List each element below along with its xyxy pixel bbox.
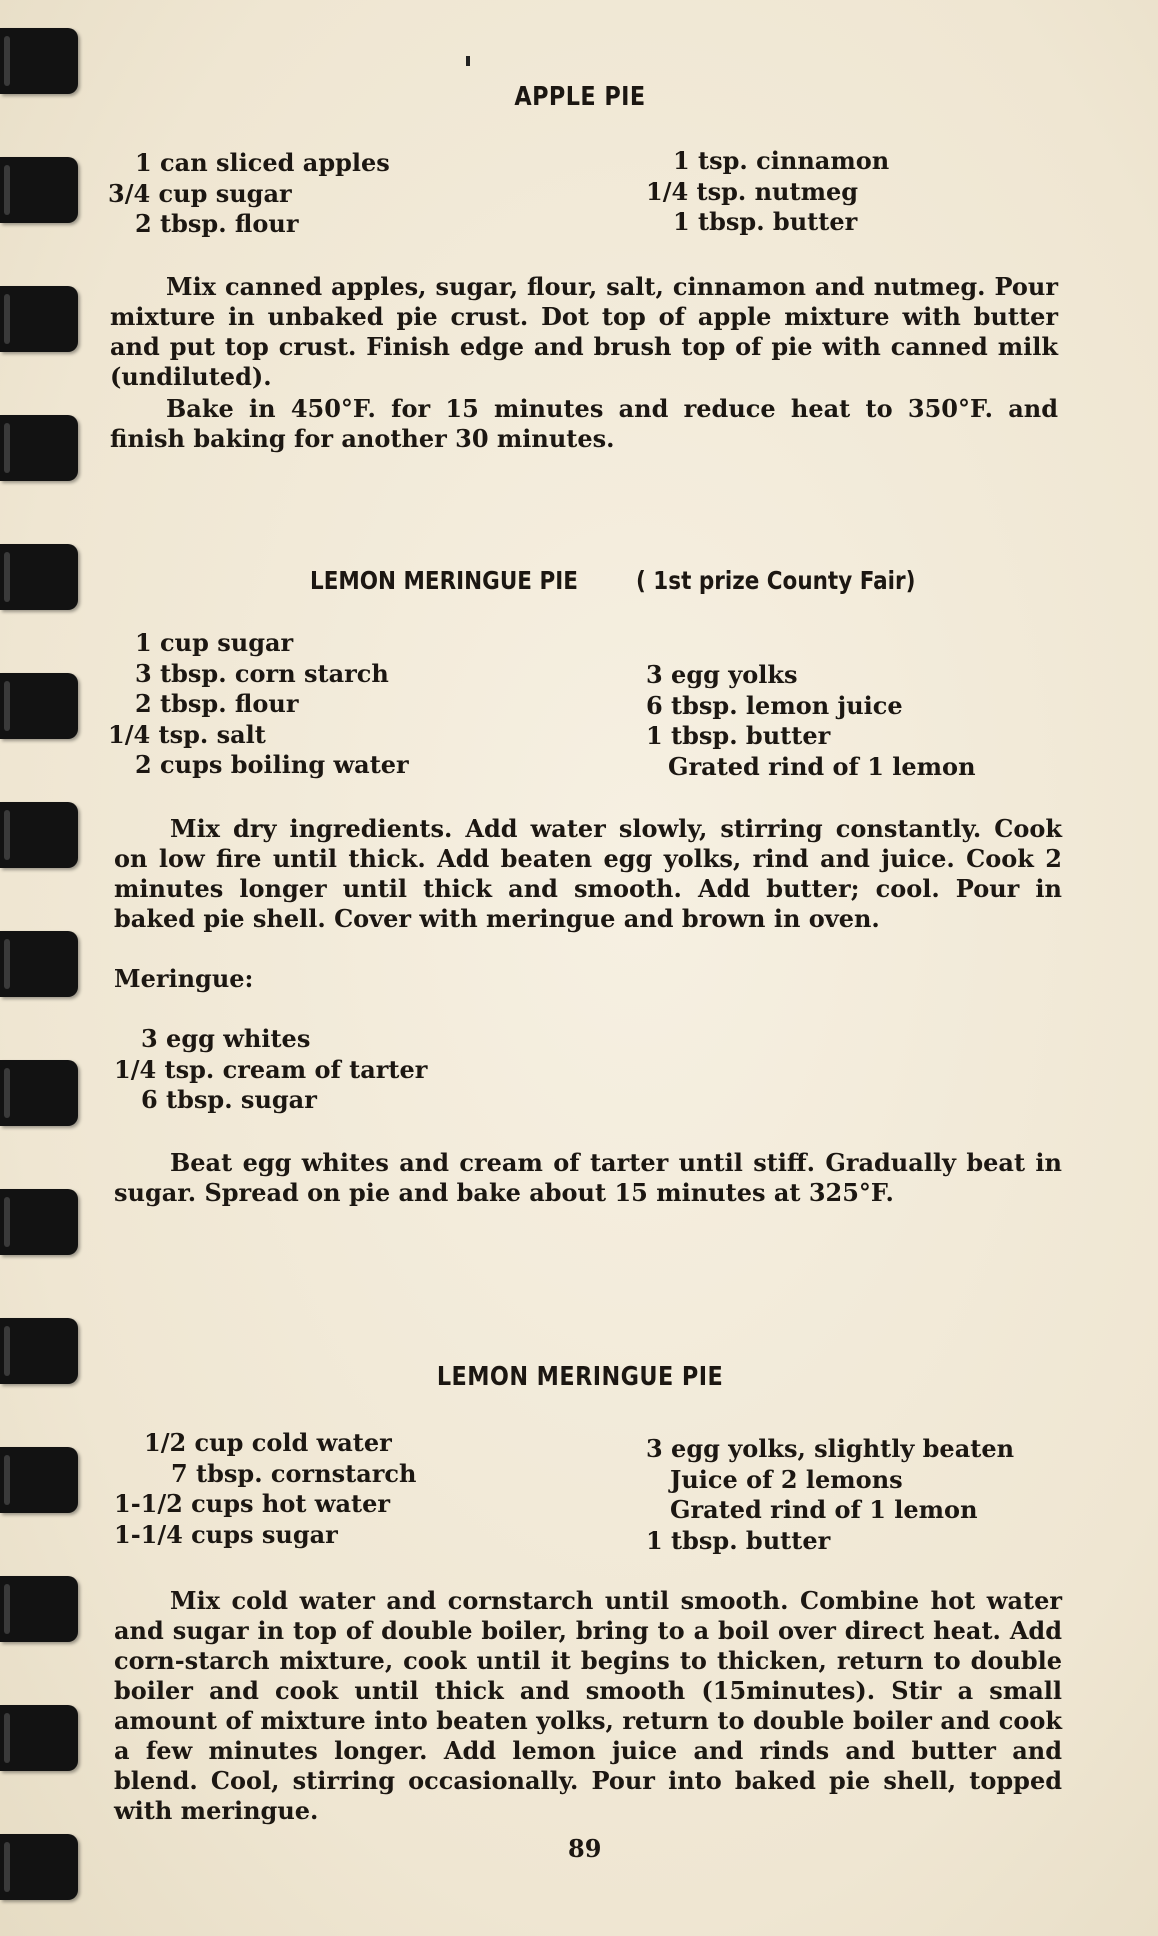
- ingredient-line: 2 tbsp. flour: [135, 209, 299, 238]
- instructions: [114, 1586, 1062, 1826]
- ingredient-line: 3 tbsp. corn starch: [135, 658, 389, 688]
- ingredient-line: 6 tbsp. sugar: [141, 1085, 317, 1114]
- instruction-paragraph: Mix cold water and cornstarch until smooth. Combine hot water and sugar in top of double boiler, bring to a boil over direct heat. Add corn-starch mixture, cook until it begins to thicken, return to double boiler and cook until thick and smooth (15minutes). Stir a small amount of mixture into beaten yolks, return to double boiler and cook a few minutes longer. Add lemon juice and rinds and butter and blend. Cool, stirring occasionally. Pour into baked pie shell, topped with meringue.: [114, 1586, 1062, 1825]
- ingredient-line: 1/4 tsp. nutmeg: [646, 176, 859, 206]
- meringue-label: Meringue:: [114, 964, 254, 993]
- instruction-paragraph: Mix canned apples, sugar, flour, salt, cinnamon and nutmeg. Pour mixture in unbaked pie crust. Dot top of apple mixture with butter and put top crust. Finish edge and brush top of pie with canned milk (undiluted).: [110, 272, 1058, 391]
- ingredients-right: [646, 1434, 1014, 1556]
- instruction-paragraph: Bake in 450°F. for 15 minutes and reduce heat to 350°F. and finish baking for another 30 minutes.: [110, 394, 1058, 453]
- meringue-ingredients: [114, 1024, 427, 1116]
- ingredient-line: 2 tbsp. flour: [135, 689, 299, 718]
- binding-coil: [0, 931, 78, 997]
- ingredient-line: 1 tsp. cinnamon: [673, 146, 890, 175]
- ingredients-left: [114, 1428, 417, 1550]
- ingredient-line: 3 egg yolks, slightly beaten: [646, 1434, 1015, 1463]
- ingredient-line: 7 tbsp. cornstarch: [171, 1458, 417, 1488]
- ingredient-line: 1 can sliced apples: [135, 148, 390, 177]
- spiral-binding: [0, 0, 80, 1936]
- ingredient-line: Grated rind of 1 lemon: [670, 1495, 978, 1524]
- ingredients-left: [108, 148, 390, 240]
- ingredient-line: 3/4 cup sugar: [108, 178, 292, 208]
- ingredient-line: 1/4 tsp. salt: [108, 719, 266, 749]
- ingredient-line: 3 egg yolks: [646, 660, 798, 689]
- recipe-title-apple-pie: APPLE PIE: [514, 82, 646, 112]
- ingredient-line: 6 tbsp. lemon juice: [646, 690, 903, 720]
- binding-coil: [0, 1834, 78, 1900]
- binding-coil: [0, 1576, 78, 1642]
- ingredient-line: 1/4 tsp. cream of tarter: [114, 1054, 428, 1084]
- binding-coil: [0, 1447, 78, 1513]
- ingredient-line: 1-1/4 cups sugar: [114, 1519, 338, 1549]
- ingredient-line: 1 tbsp. butter: [646, 1525, 831, 1555]
- binding-coil: [0, 1318, 78, 1384]
- binding-coil: [0, 1705, 78, 1771]
- ingredients-left: [108, 628, 409, 781]
- binding-coil: [0, 544, 78, 610]
- binding-coil: [0, 28, 78, 94]
- ingredients-right: [646, 146, 889, 238]
- ingredients-right: [646, 660, 976, 782]
- ingredient-line: Juice of 2 lemons: [670, 1464, 903, 1494]
- ink-speck: [466, 56, 470, 66]
- instructions: [114, 1148, 1062, 1208]
- binding-coil: [0, 802, 78, 868]
- instruction-paragraph: Beat egg whites and cream of tarter until stiff. Gradually beat in sugar. Spread on pie and bake about 15 minutes at 325°F.: [114, 1148, 1062, 1207]
- ingredient-line: 3 egg whites: [141, 1024, 311, 1053]
- binding-coil: [0, 673, 78, 739]
- binding-coil: [0, 1060, 78, 1126]
- ingredient-line: 2 cups boiling water: [135, 750, 409, 779]
- ingredient-line: Grated rind of 1 lemon: [668, 751, 976, 781]
- binding-coil: [0, 1189, 78, 1255]
- instructions: [114, 814, 1062, 934]
- recipe-title-lemon-meringue-pie: LEMON MERINGUE PIE: [436, 1362, 724, 1392]
- binding-coil: [0, 157, 78, 223]
- ingredient-line: 1/2 cup cold water: [144, 1428, 392, 1457]
- prize-note: ( 1st prize County Fair): [636, 566, 916, 595]
- binding-coil: [0, 415, 78, 481]
- instructions: [110, 272, 1058, 392]
- recipe-title-lemon-meringue-pie: LEMON MERINGUE PIE: [310, 566, 578, 595]
- ingredient-line: 1 tbsp. butter: [646, 721, 831, 750]
- ingredient-line: 1-1/2 cups hot water: [114, 1489, 390, 1518]
- instruction-paragraph: Mix dry ingredients. Add water slowly, stirring constantly. Cook on low fire until thick. Add beaten egg yolks, rind and juice. Cook 2 minutes longer until thick and smooth. Add butter; cool. Pour in baked pie shell. Cover with meringue and brown in oven.: [114, 814, 1062, 933]
- ingredient-line: 1 cup sugar: [135, 628, 294, 657]
- binding-coil: [0, 286, 78, 352]
- instructions: [110, 394, 1058, 454]
- ingredient-line: 1 tbsp. butter: [673, 207, 858, 236]
- page-number: 89: [568, 1834, 602, 1863]
